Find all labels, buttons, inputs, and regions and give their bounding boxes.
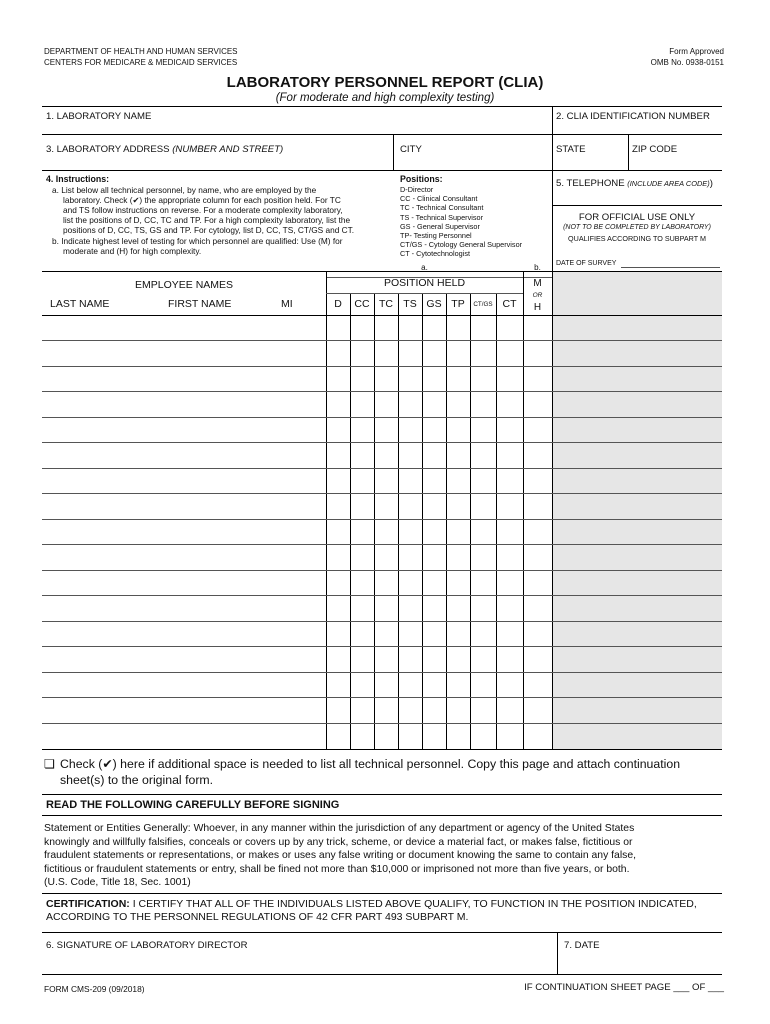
position-held-heading: POSITION HELD: [383, 277, 466, 289]
continuation-page-field[interactable]: IF CONTINUATION SHEET PAGE ___ OF ___: [524, 982, 724, 993]
table-row[interactable]: [42, 544, 722, 545]
date-field[interactable]: 7. DATE: [564, 940, 600, 951]
official-use-qual: QUALIFIES ACCORDING TO SUBPART M: [568, 234, 706, 243]
centers-name: CENTERS FOR MEDICARE & MEDICAID SERVICES: [44, 58, 238, 67]
col-ctgs: CT/GS: [473, 301, 493, 308]
continuation-check-text-2: sheet(s) to the original form.: [60, 773, 214, 787]
telephone-label: [556, 178, 713, 189]
position-tp: TP- Testing Personnel: [400, 231, 472, 241]
first-name-heading: FIRST NAME: [168, 298, 232, 310]
certification-text: [46, 898, 697, 924]
table-row[interactable]: [42, 672, 722, 673]
zip-label: ZIP CODE: [632, 144, 678, 155]
instructions-a-2: laboratory. Check (✔) the appropriate column for each position held. For TC: [63, 195, 341, 205]
col-tc: TC: [379, 298, 393, 310]
statement-text: [44, 822, 636, 890]
position-cc: CC - Clinical Consultant: [400, 194, 478, 204]
dept-name: DEPARTMENT OF HEALTH AND HUMAN SERVICES: [44, 47, 238, 56]
position-tc: TC - Technical Consultant: [400, 203, 484, 213]
instructions-a-4: list the positions of D, CC, TC and TP. For a high complexity laboratory, list the: [63, 215, 351, 225]
positions-legend: [400, 185, 522, 259]
table-row[interactable]: [42, 570, 722, 571]
certification-label: CERTIFICATION:: [46, 898, 130, 910]
col-cc: CC: [354, 298, 370, 310]
table-row[interactable]: [42, 621, 722, 622]
state-label: STATE: [556, 144, 586, 155]
form-approved: Form Approved: [669, 47, 724, 56]
table-row[interactable]: [42, 519, 722, 520]
last-name-heading: LAST NAME: [50, 298, 110, 310]
statement-line-4: fictitious or fraudulent statements or entry, shall be fined not more than $10,000 or imprisoned not more than five years, or both.: [44, 863, 630, 875]
table-row[interactable]: [42, 595, 722, 596]
column-b-label: b.: [534, 263, 541, 272]
table-row[interactable]: [42, 468, 722, 469]
director-signature-field[interactable]: 6. SIGNATURE OF LABORATORY DIRECTOR: [46, 940, 248, 951]
table-row[interactable]: [42, 646, 722, 647]
table-row[interactable]: [42, 391, 722, 392]
statement-line-3: fraudulent statements or representations, or makes or uses any false writing or document knowing the same to contain any false,: [44, 850, 636, 861]
telephone-hint: (INCLUDE AREA CODE): [627, 179, 710, 188]
statement-line-5: (U.S. Code, Title 18, Sec. 1001): [44, 877, 191, 888]
date-of-survey-label: DATE OF SURVEY: [556, 260, 617, 267]
form-id: FORM CMS-209 (09/2018): [44, 984, 145, 994]
instructions-a-1: a. List below all technical personnel, by name, who are employed by the: [52, 185, 317, 195]
instructions-heading: 4. Instructions:: [46, 174, 110, 184]
form-subtitle: (For moderate and high complexity testing): [275, 92, 495, 104]
col-m: M: [533, 278, 542, 289]
address-label: [46, 144, 283, 155]
table-row[interactable]: [42, 442, 722, 443]
table-row[interactable]: [42, 493, 722, 494]
continuation-checkbox[interactable]: ❏: [44, 757, 56, 771]
statement-line-2: knowingly and willfully falsifies, conceals or covers up by any trick, scheme, or device a material fact, or makes false, fictitious or: [44, 836, 633, 848]
table-row[interactable]: [42, 340, 722, 341]
col-tp: TP: [451, 298, 465, 310]
instructions-b-2: moderate and (H) for high complexity.: [63, 246, 202, 256]
telephone-paren: ): [709, 178, 713, 189]
clia-id-label: 2. CLIA IDENTIFICATION NUMBER: [556, 111, 710, 122]
col-ts: TS: [403, 298, 417, 310]
position-ts: TS - Technical Supervisor: [400, 212, 484, 222]
table-row[interactable]: [42, 417, 722, 418]
certification-line-1: I CERTIFY THAT ALL OF THE INDIVIDUALS LISTED ABOVE QUALIFY, TO FUNCTION IN THE POSITION INDICATED,: [132, 898, 697, 910]
omb-number: OMB No. 0938-0151: [650, 58, 724, 67]
city-label: CITY: [400, 144, 422, 155]
table-row[interactable]: [42, 366, 722, 367]
col-ct: CT: [502, 298, 517, 310]
position-d: D-Director: [400, 185, 434, 194]
position-ct: CT - Cytotechnologist: [400, 249, 471, 259]
table-row[interactable]: [42, 697, 722, 698]
date-of-survey-line[interactable]: [621, 267, 720, 268]
position-ctgs: CT/GS - Cytology General Supervisor: [400, 240, 523, 250]
official-use-column: [553, 271, 722, 749]
column-a-label: a.: [421, 263, 428, 272]
col-or: OR: [532, 292, 543, 299]
telephone-label-text: 5. TELEPHONE: [556, 178, 625, 189]
positions-heading: Positions:: [400, 174, 443, 184]
form-title: LABORATORY PERSONNEL REPORT (CLIA): [226, 74, 544, 91]
instructions-a-5: positions of D, CC, TS, GS and TP. For cytology, list D, CC, TS, CT/GS and CT.: [63, 225, 355, 235]
mi-heading: MI: [281, 298, 293, 310]
col-gs: GS: [426, 298, 442, 310]
col-h: H: [533, 302, 542, 313]
certification-line-2: ACCORDING TO THE PERSONNEL REGULATIONS OF 42 CFR PART 493 SUBPART M.: [46, 911, 469, 923]
address-label-text: 3. LABORATORY ADDRESS: [46, 144, 170, 155]
table-row[interactable]: [42, 723, 722, 724]
read-carefully-heading: READ THE FOLLOWING CAREFULLY BEFORE SIGNING: [46, 799, 340, 811]
official-use-note: (NOT TO BE COMPLETED BY LABORATORY): [563, 224, 711, 231]
employee-names-heading: EMPLOYEE NAMES: [135, 279, 234, 291]
col-d: D: [334, 298, 342, 310]
continuation-check-text-1: Check (✔) here if additional space is needed to list all technical personnel. Copy this page and attach continuation: [60, 757, 681, 771]
instructions-b-1: b. Indicate highest level of testing for which personnel are qualified: Use (M) for: [52, 236, 343, 246]
instructions-a-3: and TS follow instructions on reverse. For a moderate complexity laboratory,: [63, 205, 343, 215]
position-gs: GS - General Supervisor: [400, 221, 480, 231]
lab-name-label: 1. LABORATORY NAME: [46, 111, 152, 122]
address-hint: (NUMBER AND STREET): [172, 144, 284, 155]
official-use-title: FOR OFFICIAL USE ONLY: [578, 212, 696, 223]
statement-line-1: Statement or Entities Generally: Whoever, in any manner within the jurisdiction of any department or agency of the United States: [44, 823, 635, 834]
